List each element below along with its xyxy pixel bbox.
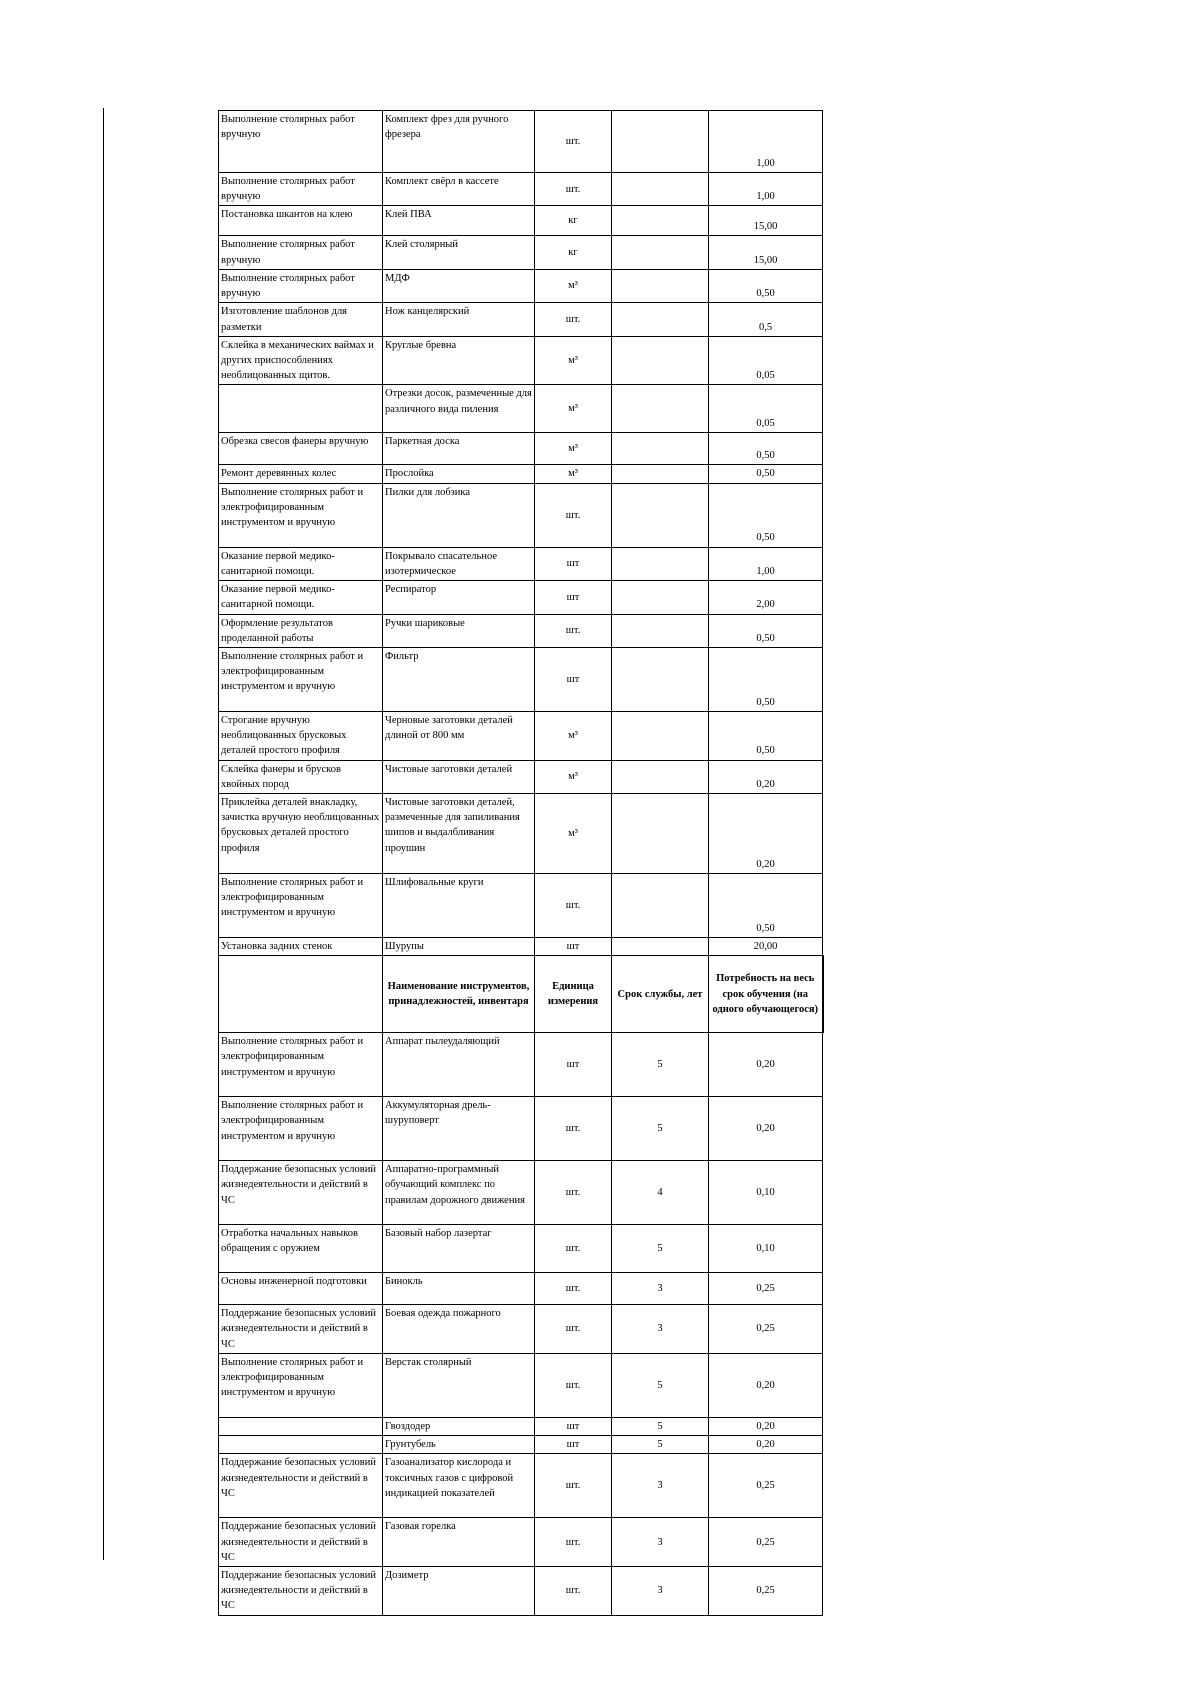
table-row — [219, 173, 823, 206]
cell-service-life — [612, 336, 709, 385]
cell-need: 2,00 — [709, 581, 823, 614]
cell-item: Отрезки досок, размеченные для различного вида пиления — [383, 385, 535, 433]
cell-service-life — [612, 385, 709, 433]
cell-activity: Выполнение столярных работ и электрофицированным инструментом и вручную — [219, 647, 383, 711]
cell-activity: Выполнение столярных работ вручную — [219, 173, 383, 206]
header-activity — [219, 956, 383, 1033]
cell-unit: м³ — [535, 336, 612, 385]
cell-need: 0,50 — [709, 465, 823, 483]
cell-item: Гвоздодер — [383, 1417, 535, 1435]
cell-item: Комплект свёрл в кассете — [383, 173, 535, 206]
cell-service-life: 3 — [612, 1567, 709, 1616]
table-row — [219, 647, 823, 711]
cell-service-life: 3 — [612, 1305, 709, 1354]
cell-unit: шт — [535, 581, 612, 614]
cell-item: Газоанализатор кислорода и токсичных газов с цифровой индикацией показателей — [383, 1454, 535, 1518]
cell-service-life: 4 — [612, 1161, 709, 1225]
cell-service-life: 5 — [612, 1353, 709, 1417]
cell-item: Прослойка — [383, 465, 535, 483]
cell-activity: Выполнение столярных работ и электрофицированным инструментом и вручную — [219, 874, 383, 938]
cell-activity: Ремонт деревянных колес — [219, 465, 383, 483]
cell-need: 1,00 — [709, 547, 823, 580]
table-row — [219, 711, 823, 760]
cell-activity: Выполнение столярных работ и электрофицированным инструментом и вручную — [219, 1353, 383, 1417]
cell-need: 0,20 — [709, 1097, 823, 1161]
cell-unit: шт. — [535, 1225, 612, 1273]
table-row — [219, 1518, 823, 1567]
cell-service-life: 3 — [612, 1518, 709, 1567]
header-unit: Единица измерения — [535, 956, 612, 1033]
cell-activity: Склейка фанеры и брусков хвойных пород — [219, 760, 383, 793]
cell-service-life — [612, 794, 709, 874]
cell-unit: шт. — [535, 1273, 612, 1305]
cell-need: 0,25 — [709, 1454, 823, 1518]
table-row — [219, 111, 823, 173]
cell-item: Шурупы — [383, 938, 535, 956]
cell-activity: Оказание первой медико-санитарной помощи. — [219, 581, 383, 614]
table-row — [219, 206, 823, 236]
table-row — [219, 938, 823, 956]
cell-item: Паркетная доска — [383, 433, 535, 465]
cell-item: Пилки для лобзика — [383, 483, 535, 547]
cell-service-life: 5 — [612, 1417, 709, 1435]
table-row — [219, 760, 823, 793]
cell-service-life: 3 — [612, 1273, 709, 1305]
cell-unit: шт — [535, 938, 612, 956]
cell-service-life — [612, 206, 709, 236]
cell-item: Базовый набор лазертаг — [383, 1225, 535, 1273]
cell-activity: Выполнение столярных работ вручную — [219, 236, 383, 269]
table-row — [219, 465, 823, 483]
cell-need: 0,25 — [709, 1567, 823, 1616]
cell-activity: Выполнение столярных работ вручную — [219, 111, 383, 173]
cell-item: Респиратор — [383, 581, 535, 614]
table-row — [219, 1417, 823, 1435]
cell-item: Боевая одежда пожарного — [383, 1305, 535, 1354]
table-row — [219, 303, 823, 336]
cell-need: 0,05 — [709, 336, 823, 385]
cell-unit: кг — [535, 236, 612, 269]
table-body-tools — [219, 1033, 823, 1615]
cell-activity — [219, 1417, 383, 1435]
cell-item: Нож канцелярский — [383, 303, 535, 336]
cell-activity: Приклейка деталей внакладку, зачистка вручную необлицованных брусковых деталей простого профиля — [219, 794, 383, 874]
cell-unit: шт — [535, 647, 612, 711]
cell-need: 0,20 — [709, 1033, 823, 1097]
cell-service-life: 5 — [612, 1097, 709, 1161]
cell-need: 0,50 — [709, 647, 823, 711]
cell-item: МДФ — [383, 269, 535, 302]
table-row — [219, 614, 823, 647]
cell-service-life — [612, 236, 709, 269]
cell-need: 0,50 — [709, 269, 823, 302]
cell-need: 0,10 — [709, 1225, 823, 1273]
column-header-row — [219, 956, 823, 1033]
cell-item: Фильтр — [383, 647, 535, 711]
cell-service-life — [612, 581, 709, 614]
cell-need: 0,50 — [709, 874, 823, 938]
table-row — [219, 1161, 823, 1225]
cell-activity: Постановка шкантов на клею — [219, 206, 383, 236]
cell-unit: м³ — [535, 465, 612, 483]
cell-activity: Установка задних стенок — [219, 938, 383, 956]
cell-unit: шт — [535, 1033, 612, 1097]
table-row — [219, 1436, 823, 1454]
cell-service-life — [612, 269, 709, 302]
table-row — [219, 547, 823, 580]
cell-need: 20,00 — [709, 938, 823, 956]
cell-need: 1,00 — [709, 173, 823, 206]
cell-unit: шт. — [535, 614, 612, 647]
table-row — [219, 1225, 823, 1273]
cell-activity — [219, 1436, 383, 1454]
cell-service-life: 5 — [612, 1033, 709, 1097]
cell-item: Клей столярный — [383, 236, 535, 269]
cell-need: 0,50 — [709, 433, 823, 465]
equipment-table — [218, 110, 824, 1616]
cell-item: Бинокль — [383, 1273, 535, 1305]
cell-unit: шт — [535, 547, 612, 580]
cell-unit: м³ — [535, 269, 612, 302]
cell-activity: Выполнение столярных работ и электрофицированным инструментом и вручную — [219, 483, 383, 547]
table-row — [219, 385, 823, 433]
cell-need: 0,05 — [709, 385, 823, 433]
cell-need: 15,00 — [709, 236, 823, 269]
header-service-life: Срок службы, лет — [612, 956, 709, 1033]
cell-need: 0,20 — [709, 760, 823, 793]
cell-activity: Выполнение столярных работ и электрофицированным инструментом и вручную — [219, 1033, 383, 1097]
table-row — [219, 581, 823, 614]
cell-item: Ручки шариковые — [383, 614, 535, 647]
cell-need: 15,00 — [709, 206, 823, 236]
cell-service-life — [612, 938, 709, 956]
cell-item: Аппарат пылеудаляющий — [383, 1033, 535, 1097]
cell-activity: Оказание первой медико-санитарной помощи. — [219, 547, 383, 580]
cell-activity: Поддержание безопасных условий жизнедеятельности и действий в ЧС — [219, 1567, 383, 1616]
cell-activity: Строгание вручную необлицованных брусковых деталей простого профиля — [219, 711, 383, 760]
table-row — [219, 336, 823, 385]
cell-unit: шт. — [535, 1454, 612, 1518]
cell-service-life — [612, 547, 709, 580]
table-row — [219, 1454, 823, 1518]
cell-item: Покрывало спасательное изотермическое — [383, 547, 535, 580]
cell-item: Черновые заготовки деталей длиной от 800 мм — [383, 711, 535, 760]
cell-unit: м³ — [535, 433, 612, 465]
table-row — [219, 433, 823, 465]
cell-unit: кг — [535, 206, 612, 236]
cell-unit: шт — [535, 1436, 612, 1454]
cell-activity: Склейка в механических ваймах и других приспособлениях необлицованных щитов. — [219, 336, 383, 385]
cell-item: Грунтубель — [383, 1436, 535, 1454]
cell-item: Верстак столярный — [383, 1353, 535, 1417]
cell-unit: шт. — [535, 1353, 612, 1417]
cell-activity: Оформление результатов проделанной работы — [219, 614, 383, 647]
cell-activity: Поддержание безопасных условий жизнедеятельности и действий в ЧС — [219, 1305, 383, 1354]
cell-item: Круглые бревна — [383, 336, 535, 385]
cell-service-life — [612, 483, 709, 547]
cell-activity: Обрезка свесов фанеры вручную — [219, 433, 383, 465]
table-row — [219, 1567, 823, 1616]
cell-service-life — [612, 433, 709, 465]
cell-service-life — [612, 111, 709, 173]
cell-need: 0,50 — [709, 711, 823, 760]
cell-activity — [219, 385, 383, 433]
table-row — [219, 874, 823, 938]
header-need: Потребность на весь срок обучения (на одного обучающегося) — [709, 956, 823, 1033]
cell-activity: Поддержание безопасных условий жизнедеятельности и действий в ЧС — [219, 1518, 383, 1567]
cell-item: Шлифовальные круги — [383, 874, 535, 938]
cell-unit: шт — [535, 1417, 612, 1435]
cell-item: Аккумуляторная дрель-шуруповерт — [383, 1097, 535, 1161]
cell-need: 0,50 — [709, 614, 823, 647]
table-row — [219, 794, 823, 874]
cell-unit: м³ — [535, 385, 612, 433]
header-item-name: Наименование инструментов, принадлежностей, инвентаря — [383, 956, 535, 1033]
cell-service-life — [612, 647, 709, 711]
cell-unit: м³ — [535, 794, 612, 874]
cell-activity: Выполнение столярных работ вручную — [219, 269, 383, 302]
cell-unit: шт. — [535, 1567, 612, 1616]
cell-unit: шт. — [535, 303, 612, 336]
cell-activity: Поддержание безопасных условий жизнедеятельности и действий в ЧС — [219, 1454, 383, 1518]
cell-item: Дозиметр — [383, 1567, 535, 1616]
cell-unit: шт. — [535, 1097, 612, 1161]
margin-rule — [103, 108, 104, 1560]
cell-activity: Отработка начальных навыков обращения с оружием — [219, 1225, 383, 1273]
cell-activity: Выполнение столярных работ и электрофицированным инструментом и вручную — [219, 1097, 383, 1161]
table-header-section — [219, 956, 823, 1033]
cell-service-life: 5 — [612, 1225, 709, 1273]
table-row — [219, 269, 823, 302]
cell-item: Чистовые заготовки деталей — [383, 760, 535, 793]
cell-unit: шт. — [535, 111, 612, 173]
cell-need: 0,50 — [709, 483, 823, 547]
cell-need: 0,20 — [709, 794, 823, 874]
cell-need: 0,20 — [709, 1353, 823, 1417]
cell-item: Чистовые заготовки деталей, размеченные для запиливания шипов и выдалбливания проушин — [383, 794, 535, 874]
cell-need: 0,20 — [709, 1417, 823, 1435]
cell-item: Комплект фрез для ручного фрезера — [383, 111, 535, 173]
cell-unit: шт. — [535, 483, 612, 547]
cell-need: 0,25 — [709, 1305, 823, 1354]
cell-unit: м³ — [535, 760, 612, 793]
cell-service-life: 5 — [612, 1436, 709, 1454]
table-row — [219, 1305, 823, 1354]
cell-service-life — [612, 711, 709, 760]
cell-unit: шт. — [535, 874, 612, 938]
cell-activity: Изготовление шаблонов для разметки — [219, 303, 383, 336]
table-row — [219, 1097, 823, 1161]
cell-activity: Основы инженерной подготовки — [219, 1273, 383, 1305]
cell-need: 0,25 — [709, 1518, 823, 1567]
table-row — [219, 1353, 823, 1417]
table-row — [219, 483, 823, 547]
cell-service-life — [612, 465, 709, 483]
cell-unit: шт. — [535, 1161, 612, 1225]
cell-service-life — [612, 760, 709, 793]
cell-unit: шт. — [535, 1518, 612, 1567]
cell-service-life — [612, 614, 709, 647]
cell-unit: шт. — [535, 173, 612, 206]
table-row — [219, 236, 823, 269]
cell-item: Газовая горелка — [383, 1518, 535, 1567]
cell-unit: м³ — [535, 711, 612, 760]
cell-service-life — [612, 874, 709, 938]
cell-need: 0,5 — [709, 303, 823, 336]
table-body-materials — [219, 111, 823, 956]
cell-need: 1,00 — [709, 111, 823, 173]
cell-need: 0,10 — [709, 1161, 823, 1225]
cell-service-life — [612, 173, 709, 206]
cell-need: 0,20 — [709, 1436, 823, 1454]
table-row — [219, 1273, 823, 1305]
cell-item: Аппаратно-программный обучающий комплекс по правилам дорожного движения — [383, 1161, 535, 1225]
cell-need: 0,25 — [709, 1273, 823, 1305]
cell-unit: шт. — [535, 1305, 612, 1354]
cell-service-life: 3 — [612, 1454, 709, 1518]
cell-item: Клей ПВА — [383, 206, 535, 236]
cell-activity: Поддержание безопасных условий жизнедеятельности и действий в ЧС — [219, 1161, 383, 1225]
cell-service-life — [612, 303, 709, 336]
table-row — [219, 1033, 823, 1097]
